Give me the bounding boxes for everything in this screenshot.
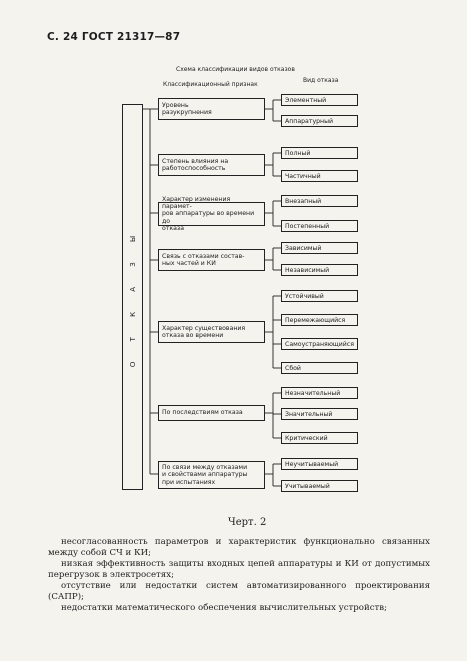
column-heading-classification: Классификационный признак bbox=[163, 81, 258, 88]
paragraph: отсутствие или недостатки систем автоматизированного проектирования (САПР); bbox=[48, 581, 430, 602]
failure-type-box: Постепенный bbox=[281, 220, 358, 232]
root-node-label: О Т К А З Ы bbox=[128, 226, 137, 368]
failure-type-box: Неучитываемый bbox=[281, 458, 358, 470]
paragraph: несогласованность параметров и характеристик функционально связанных между собой СЧ и КИ; bbox=[48, 537, 430, 558]
category-box: По последствиям отказа bbox=[158, 405, 265, 421]
body-text bbox=[48, 537, 430, 614]
failure-type-box: Частичный bbox=[281, 170, 358, 182]
paragraph: недостатки математического обеспечения вычислительных устройств; bbox=[61, 603, 388, 613]
failure-type-box: Незначительный bbox=[281, 387, 358, 399]
failure-type-box: Учитываемый bbox=[281, 480, 358, 492]
category-box: Характер изменения парамет- ров аппаратуры во времени до отказа bbox=[158, 202, 265, 226]
column-heading-type: Вид отказа bbox=[303, 77, 339, 84]
failure-type-box: Сбой bbox=[281, 362, 358, 374]
category-box: По связи между отказами и свойствами аппаратуры при испытаниях bbox=[158, 461, 265, 489]
failure-type-box: Независимый bbox=[281, 264, 358, 276]
failure-type-box: Элементный bbox=[281, 94, 358, 106]
failure-type-box: Устойчивый bbox=[281, 290, 358, 302]
category-box: Степень влияния на работоспособность bbox=[158, 154, 265, 176]
category-box: Связь с отказами состав- ных частей и КИ bbox=[158, 249, 265, 271]
failure-type-box: Значительный bbox=[281, 408, 358, 420]
root-node-failures bbox=[122, 104, 143, 490]
failure-type-box: Самоустраняющийся bbox=[281, 338, 358, 350]
failure-type-box: Полный bbox=[281, 147, 358, 159]
category-box: Характер существования отказа во времени bbox=[158, 321, 265, 343]
failure-type-box: Аппаратурный bbox=[281, 115, 358, 127]
page-header: С. 24 ГОСТ 21317—87 bbox=[47, 31, 181, 43]
category-box: Уровень разукрупнения bbox=[158, 98, 265, 120]
failure-type-box: Критический bbox=[281, 432, 358, 444]
failure-type-box: Внезапный bbox=[281, 195, 358, 207]
failure-type-box: Зависимый bbox=[281, 242, 358, 254]
failure-type-box: Перемежающийся bbox=[281, 314, 358, 326]
diagram-title: Схема классификации видов отказов bbox=[176, 66, 295, 73]
figure-caption: Черт. 2 bbox=[228, 517, 267, 528]
paragraph: низкая эффективность защиты входных цепей аппаратуры и КИ от допустимых перегрузок в электросетях; bbox=[48, 559, 430, 580]
